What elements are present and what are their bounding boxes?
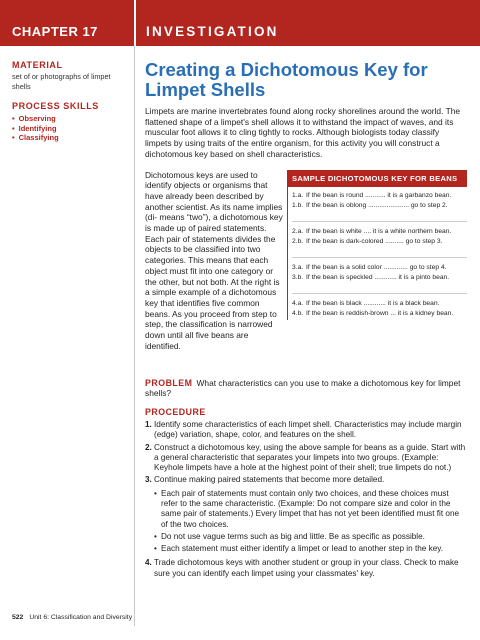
page-title [145,60,467,100]
key-row: 4.b. If the bean is reddish-brown ... it is a kidney bean. [292,310,454,318]
key-divider [292,212,467,222]
page-footer [12,614,132,621]
material-heading: MATERIAL [12,60,63,70]
intro-paragraph: Limpets are marine invertebrates found along rocky shorelines around the world. The flattened shape of a limpet's shell allows it to withstand the impact of waves, and its muscular foot allows it to cling tightly to rocks. Although biologists today classify limpets by using traits of the entire organism, for this activity you will construct a dichotomous key based on shell characteristics. [145,106,461,159]
page-number: 522 [12,614,24,621]
unit-label: Unit 6: Classification and Diversity [29,614,133,621]
procedure-step: 2. Construct a dichotomous key, using the above sample for beans as a guide. Start with a general characteristic that separates your limpets into two groups. (Example: Keyhole limpets have a hole at the highest point of their shell; true limpets do not.) [145,442,466,473]
chapter-banner [0,0,134,46]
skill-item: • Classifying [12,133,128,143]
bullet-item: • Each pair of statements must contain only two choices, and these choices must refer to the same characteristic. (Example: Do not compare size and color in the same pair of statements.) Every limpet that has not yet been identified must fit one of the two choices. [154,488,460,529]
bullet-item: • Each statement must either identify a limpet or lead to another step in the key. [154,544,444,554]
problem-statement [145,378,467,399]
procedure-heading: PROCEDURE [145,406,206,417]
key-row: 1.a. If the bean is round ........... it is a garbanzo bean. [292,191,452,199]
sample-key-heading: SAMPLE DICHOTOMOUS KEY FOR BEANS [287,170,467,187]
title-line-1: Creating a Dichotomous Key for [145,59,428,80]
two-column-section [145,170,467,372]
key-divider [292,248,467,258]
procedure-step: 4. Trade dichotomous keys with another student or group in your class. Check to make sure you can identify each limpet using your classmates' key. [145,558,459,578]
key-row: 3.a. If the bean is a solid color ............. go to step 4. [292,263,447,271]
main-content [145,60,467,581]
title-line-2: Limpet Shells [145,79,266,100]
investigation-banner [136,0,480,46]
section-label: INVESTIGATION [146,24,279,39]
skill-item: • Identifying [12,124,128,134]
process-skills-list [12,114,128,143]
column-divider [134,46,135,626]
sample-key-box [287,170,467,320]
bullet-item: • Do not use vague terms such as big and little. Be as specific as possible. [154,531,425,541]
key-row: 1.b. If the bean is oblong ...................... go to step 2. [292,202,448,210]
key-row: 3.b. If the bean is speckled ............ it is a pinto bean. [292,274,450,282]
key-row: 4.a. If the bean is black ............ it is a black bean. [292,299,440,307]
key-row: 2.a. If the bean is white .... it is a white northern bean. [292,227,452,235]
procedure-bullets [154,489,467,555]
material-text: set of or photographs of limpet shells [12,72,111,91]
key-row: 2.b. If the bean is dark-colored .......... go to step 3. [292,238,443,246]
problem-text: What characteristics can you use to make a dichotomous key for limpet shells? [145,377,461,399]
chapter-label: CHAPTER 17 [12,24,98,39]
problem-label: PROBLEM [145,377,193,388]
sidebar [12,60,128,143]
procedure-steps [145,420,467,579]
dichotomous-key-explanation: Dichotomous keys are used to identify objects or organisms that have already been described by another scientist. As its name implies (di- means “two”), a dichotomous key is made up of paired statements. Each pair of statements divides the objects to be classified into two categories. This means that each object must fit into one category or the other, but not both. At the right is a simple example of a dichotomous key that identifies five common beans. As you proceed from step to step, the classification is narrowed down until all five beans are identified. [145,169,283,351]
sample-key-body [287,187,467,320]
key-divider [292,284,467,294]
procedure-step: 1. Identify some characteristics of each limpet shell. Characteristics may include margin (edge) variation, shape, color, and features on the shell. [145,419,462,440]
procedure-step: 3. Continue making paired statements that become more detailed. • Each pair of statements must contain only two choices, and these choices must refer to the same characteristic. (Example: Do not compare size and color in the same pair of statements.) Every limpet that has not yet been identified must fit one of the two choices. • Do not use vague terms such as big and little. Be as specific as possible. • Each statement must either identify a limpet or lead to another step in the key. [145,475,467,556]
skill-item: • Observing [12,114,128,124]
process-skills-heading: PROCESS SKILLS [12,101,99,111]
